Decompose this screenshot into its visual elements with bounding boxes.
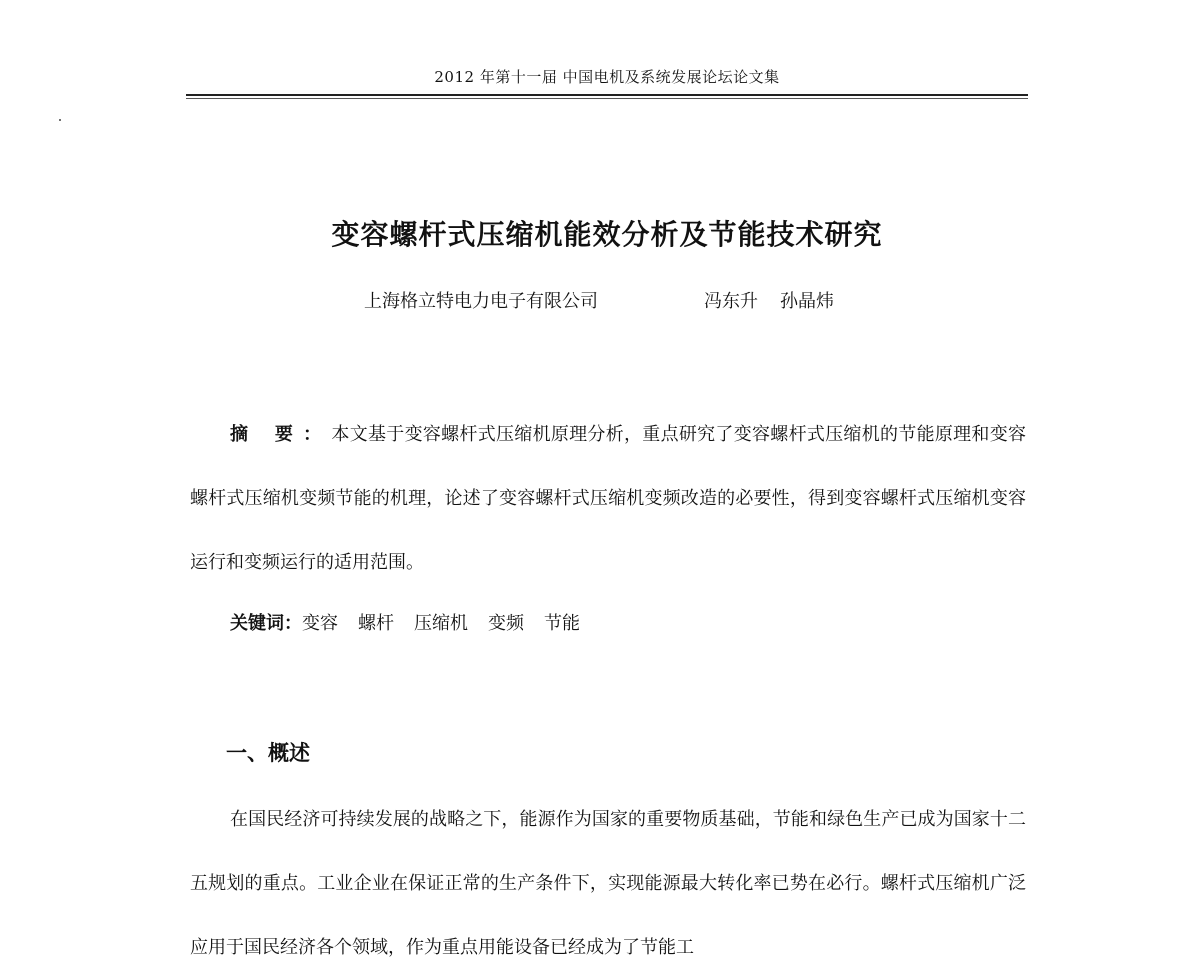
keywords [230,608,600,640]
affiliation: 上海格立特电力电子有限公司 [364,291,598,312]
author-list [704,288,856,316]
author-name: 冯东升 [704,291,758,312]
abstract-label: 摘 要： [230,424,332,445]
running-header: 2012 年第十一届 中国电机及系统发展论坛论文集 [434,68,780,86]
keyword: 节能 [544,613,580,634]
header-rule-thin [186,98,1028,99]
keyword: 螺杆 [358,613,394,634]
paper-title: 变容螺杆式压缩机能效分析及节能技术研究 [331,218,883,251]
abstract [190,403,1026,595]
keywords-label: 关键词： [230,613,302,634]
keyword: 变容 [302,613,338,634]
author-name: 孙晶炜 [780,291,834,312]
keyword: 压缩机 [414,613,468,634]
section-heading: 一、概述 [226,741,310,765]
keyword: 变频 [488,613,524,634]
scan-speck [59,119,61,121]
header-rule [186,94,1028,96]
body-paragraph: 在国民经济可持续发展的战略之下，能源作为国家的重要物质基础，节能和绿色生产已成为国家十二五规划的重点。工业企业在保证正常的生产条件下，实现能源最大转化率已势在必行。螺杆式压缩机广泛应用于国民经济各个领域，作为重点用能设备已经成为了节能工 [190,809,1026,958]
abstract-text: 本文基于变容螺杆式压缩机原理分析，重点研究了变容螺杆式压缩机的节能原理和变容螺杆式压缩机变频节能的机理，论述了变容螺杆式压缩机变频改造的必要性，得到变容螺杆式压缩机变容运行和变频运行的适用范围。 [190,424,1026,573]
